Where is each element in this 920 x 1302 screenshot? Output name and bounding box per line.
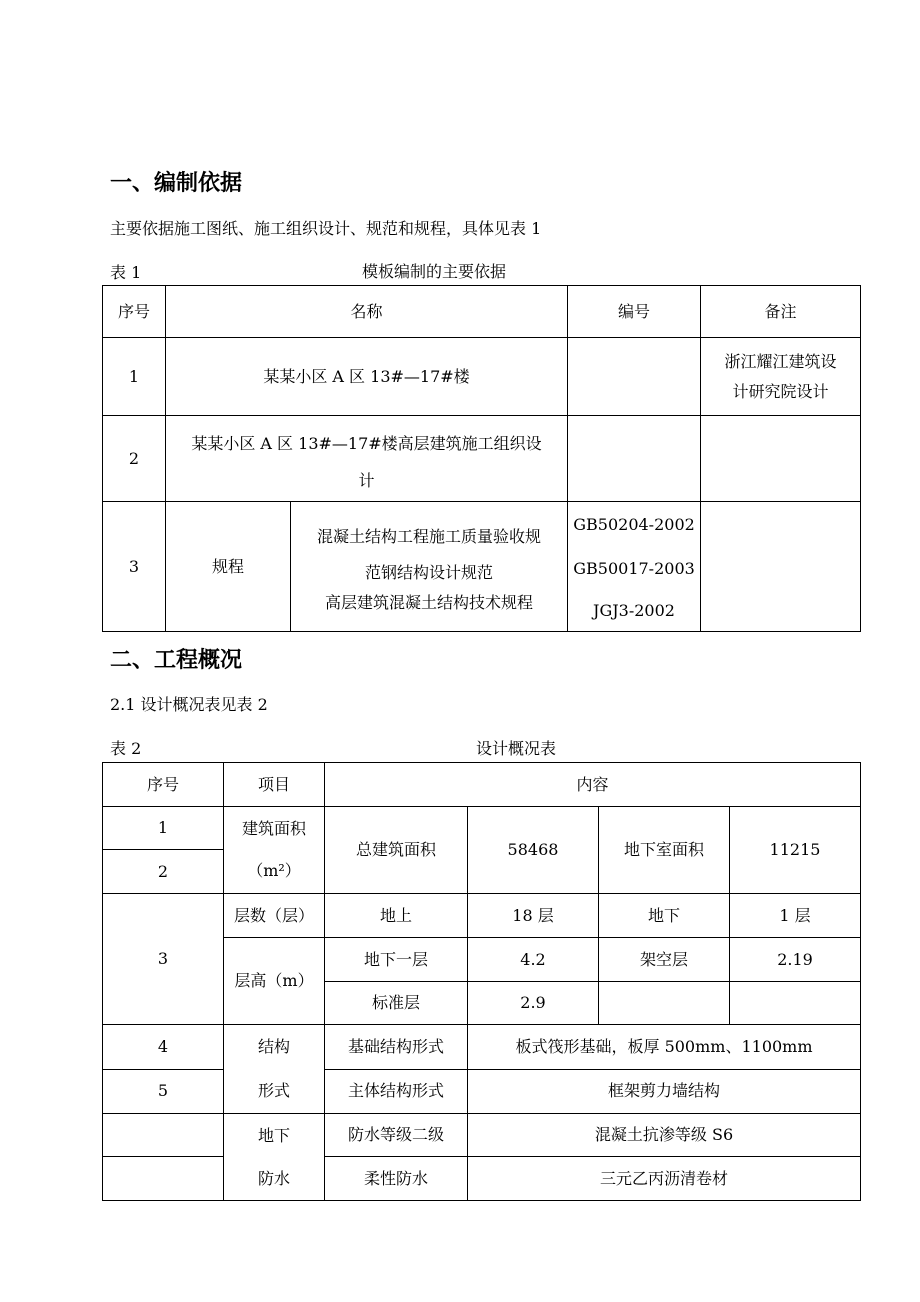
wp-grade-value: 混凝土抗渗等级 S6	[468, 1114, 861, 1157]
table-row	[103, 1114, 861, 1157]
header-name: 名称	[166, 286, 568, 338]
table-row	[103, 1025, 861, 1070]
stilt-label: 架空层	[599, 938, 730, 982]
section-intro-2: 2.1 设计概况表见表 2	[110, 695, 268, 714]
empty-cell	[103, 1114, 224, 1157]
name-line: 某某小区 A 区 13#—17#楼高层建筑施工组织设	[191, 433, 542, 453]
struct-item	[224, 1025, 325, 1114]
row-codes	[568, 502, 701, 632]
basement-area-label: 地下室面积	[599, 807, 730, 894]
row-note	[701, 502, 861, 632]
wp-grade-label: 防水等级二级	[325, 1114, 468, 1157]
standard-name: 高层建筑混凝土结构技术规程	[325, 592, 534, 612]
main-value: 框架剪力墙结构	[468, 1069, 861, 1114]
table-header-row	[103, 763, 861, 807]
foundation-value: 板式筏形基础，板厚 500mm、1100mm	[468, 1025, 861, 1070]
item-line: 建筑面积	[241, 819, 306, 838]
row-category: 规程	[166, 502, 291, 632]
foundation-label: 基础结构形式	[325, 1025, 468, 1070]
standard-code: JGJ3-2002	[593, 600, 675, 620]
empty-cell	[599, 982, 730, 1025]
item-line: 地下	[257, 1126, 290, 1145]
above-label: 地上	[325, 894, 468, 938]
std-label: 标准层	[325, 982, 468, 1025]
table-row	[103, 338, 861, 416]
basis-table	[102, 285, 861, 632]
design-overview-table	[102, 762, 861, 1201]
row-note	[701, 338, 861, 416]
row-seq: 3	[103, 894, 224, 1025]
row-seq: 3	[103, 502, 166, 632]
b1-value: 4.2	[468, 938, 599, 982]
note-line: 浙江耀江建筑设	[724, 351, 837, 371]
std-value: 2.9	[468, 982, 599, 1025]
standard-name: 范钢结构设计规范	[365, 562, 494, 582]
header-note: 备注	[701, 286, 861, 338]
table-row	[103, 1069, 861, 1114]
table-row	[103, 416, 861, 502]
flex-label: 柔性防水	[325, 1157, 468, 1201]
main-label: 主体结构形式	[325, 1069, 468, 1114]
header-seq: 序号	[103, 763, 224, 807]
item-line: 形式	[257, 1081, 290, 1100]
header-code: 编号	[568, 286, 701, 338]
name-line: 计	[358, 470, 375, 490]
row-seq: 1	[103, 807, 224, 850]
table-title-2: 设计概况表	[476, 739, 557, 758]
area-item	[224, 807, 325, 894]
empty-cell	[103, 1157, 224, 1201]
table-header-row	[103, 286, 861, 338]
empty-cell	[730, 982, 861, 1025]
row-seq: 2	[103, 850, 224, 894]
row-name	[166, 416, 568, 502]
table-row	[103, 1157, 861, 1201]
row-code	[568, 416, 701, 502]
below-label: 地下	[599, 894, 730, 938]
item-line: 防水	[257, 1169, 290, 1188]
total-area-value: 58468	[468, 807, 599, 894]
item-line: （m²）	[247, 861, 301, 880]
table-label-1: 表 1	[110, 263, 142, 282]
row-note	[701, 416, 861, 502]
table-title-1: 模板编制的主要依据	[362, 262, 507, 281]
header-seq: 序号	[103, 286, 166, 338]
header-content: 内容	[325, 763, 861, 807]
item-line: 结构	[257, 1037, 290, 1056]
below-value: 1 层	[730, 894, 861, 938]
height-item: 层高（m）	[224, 938, 325, 1025]
section-intro-1: 主要依据施工图纸、施工组织设计、规范和规程，具体见表 1	[110, 219, 542, 238]
row-code	[568, 338, 701, 416]
row-name: 某某小区 A 区 13#—17#楼	[166, 338, 568, 416]
table-label-2: 表 2	[110, 739, 142, 758]
floors-item: 层数（层）	[224, 894, 325, 938]
section-heading-2: 二、工程概况	[110, 648, 243, 673]
table-row	[103, 894, 861, 938]
total-area-label: 总建筑面积	[325, 807, 468, 894]
flex-value: 三元乙丙沥清卷材	[468, 1157, 861, 1201]
stilt-value: 2.19	[730, 938, 861, 982]
table-row	[103, 807, 861, 850]
standard-code: GB50204-2002	[573, 514, 695, 534]
standard-code: GB50017-2003	[573, 558, 695, 578]
b1-label: 地下一层	[325, 938, 468, 982]
waterproof-item	[224, 1114, 325, 1201]
row-seq: 4	[103, 1025, 224, 1070]
note-line: 计研究院设计	[732, 381, 829, 401]
basement-area-value: 11215	[730, 807, 861, 894]
table-row	[103, 502, 861, 632]
row-standards	[291, 502, 568, 632]
header-item: 项目	[224, 763, 325, 807]
section-heading-1: 一、编制依据	[110, 171, 243, 196]
standard-name: 混凝土结构工程施工质量验收规	[317, 526, 542, 546]
row-seq: 1	[103, 338, 166, 416]
row-seq: 5	[103, 1069, 224, 1114]
row-seq: 2	[103, 416, 166, 502]
above-value: 18 层	[468, 894, 599, 938]
